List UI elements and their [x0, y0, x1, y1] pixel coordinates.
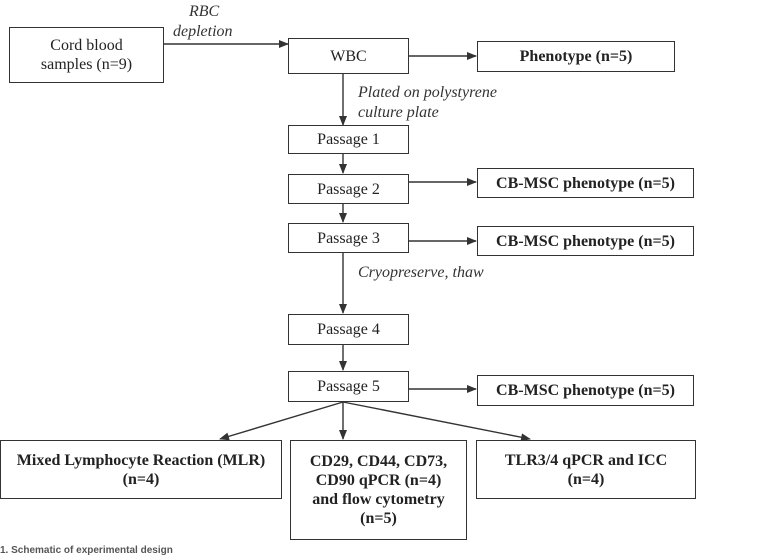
node-passage-4: [288, 314, 409, 345]
node-wbc-line-1: WBC: [330, 47, 367, 65]
rbc-depletion-label: [173, 2, 233, 42]
node-cd-markers-line-1: CD29, CD44, CD73,: [309, 453, 448, 470]
plated-label: [358, 83, 497, 123]
node-phenotype: [477, 41, 675, 72]
node-cd-markers: [290, 440, 467, 540]
node-passage-5: [288, 371, 409, 402]
node-cd-markers-line-3: and flow cytometry: [312, 491, 445, 508]
node-passage-1: [288, 125, 409, 154]
plated-label-line-2: culture plate: [358, 104, 439, 121]
node-passage-5-line-1: Passage 5: [317, 378, 380, 395]
node-cord-blood-line-2: samples (n=9): [40, 56, 133, 73]
node-cbmsc-phenotype-p2-line-1: CB-MSC phenotype (n=5): [496, 174, 675, 192]
node-passage-4-line-1: Passage 4: [317, 321, 380, 338]
node-passage-2-line-1: Passage 2: [317, 180, 380, 198]
node-cbmsc-phenotype-p3: [477, 226, 694, 256]
cryopreserve-label-line-1: Cryopreserve, thaw: [358, 264, 484, 281]
node-cord-blood-samples: [9, 27, 164, 83]
node-cd-markers-line-4: (n=5): [360, 510, 397, 527]
node-tlr-line-1: TLR3/4 qPCR and ICC: [504, 451, 668, 469]
figure-caption: 1. Schematic of experimental design: [0, 545, 173, 556]
cryopreserve-label: [358, 263, 484, 283]
arrow-passage5-to-mlr: [220, 402, 343, 439]
node-cbmsc-phenotype-p2: [477, 168, 694, 198]
node-cd-markers-line-2: CD90 qPCR (n=4): [315, 472, 442, 489]
node-cbmsc-phenotype-p3-line-1: CB-MSC phenotype (n=5): [496, 232, 675, 250]
node-cbmsc-phenotype-p5-line-1: CB-MSC phenotype (n=5): [496, 382, 675, 399]
rbc-depletion-label-line-1: RBC: [189, 3, 220, 20]
arrow-passage5-to-tlr: [343, 402, 530, 439]
node-tlr-line-2: (n=4): [567, 470, 605, 488]
node-passage-3: [288, 223, 409, 253]
node-passage-3-line-1: Passage 3: [317, 229, 380, 247]
node-passage-1-line-1: Passage 1: [317, 131, 380, 148]
node-mixed-lymphocyte-reaction: [0, 440, 282, 499]
node-phenotype-line-1: Phenotype (n=5): [519, 48, 633, 65]
node-tlr-qpcr-icc: [476, 440, 696, 499]
node-passage-2: [288, 174, 409, 204]
rbc-depletion-label-line-2: depletion: [173, 23, 233, 40]
node-wbc: [288, 38, 409, 74]
node-mlr-line-1: Mixed Lymphocyte Reaction (MLR): [16, 451, 266, 469]
node-mlr-line-2: (n=4): [122, 470, 160, 488]
node-cord-blood-line-1: Cord blood: [50, 37, 123, 54]
plated-label-line-1: Plated on polystyrene: [358, 84, 497, 101]
node-cbmsc-phenotype-p5: [477, 375, 694, 406]
